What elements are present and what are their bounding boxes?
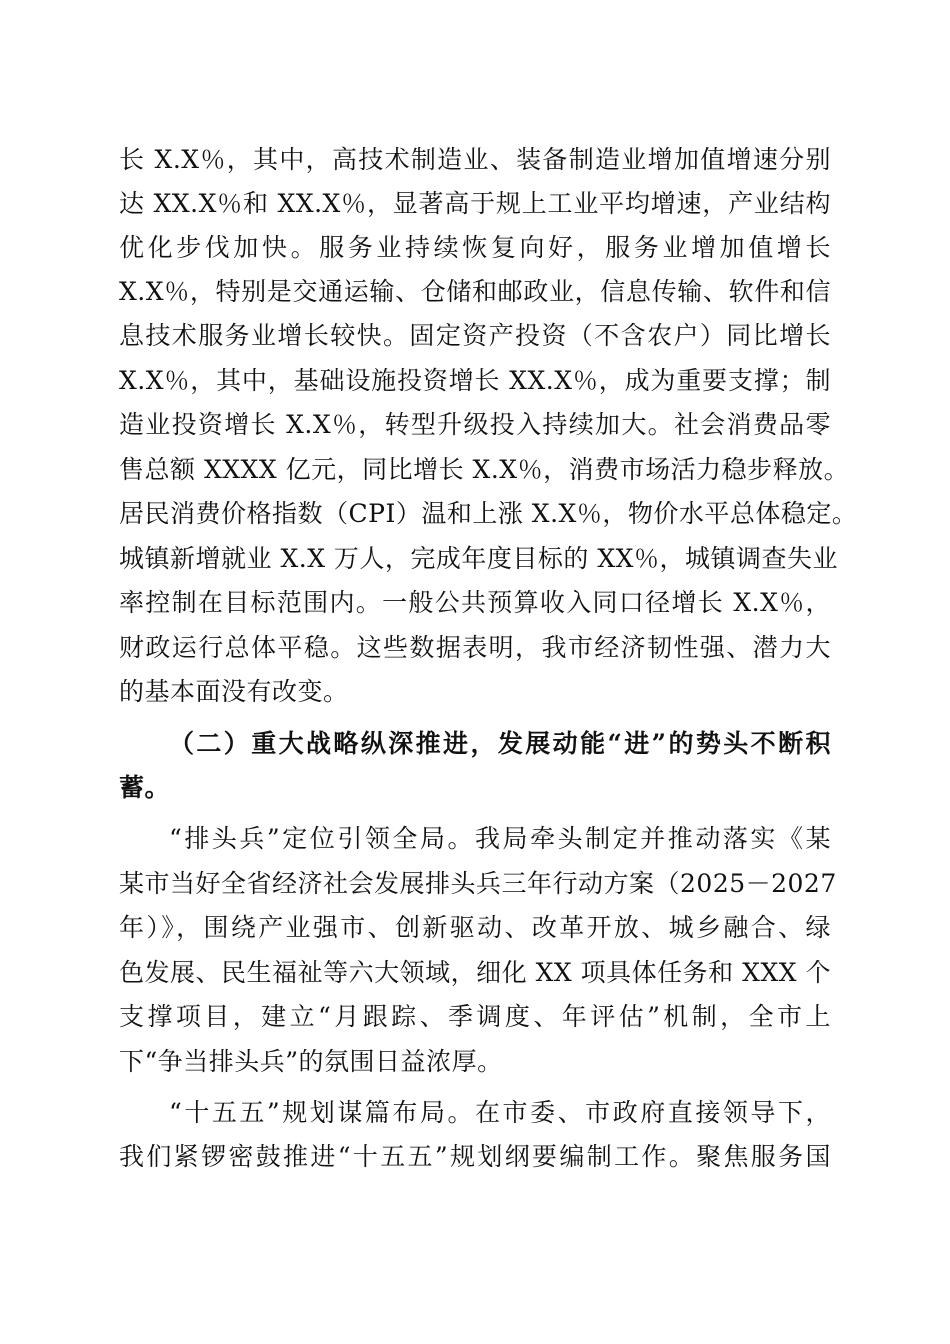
- text-line: 造业投资增长 X.X％，转型升级投入持续加大。社会消费品零: [119, 410, 831, 439]
- text-line: 财政运行总体平稳。这些数据表明，我市经济韧性强、潜力大: [119, 633, 831, 662]
- text-line: 城镇新增就业 X.X 万人，完成年度目标的 XX％，城镇调查失业: [119, 544, 838, 573]
- section-heading: 蓄。: [119, 773, 171, 802]
- text-line: 我们紧锣密鼓推进“十五五”规划纲要编制工作。聚焦服务国: [119, 1142, 831, 1171]
- text-line: 率控制在目标范围内。一般公共预算收入同口径增长 X.X％，: [119, 588, 831, 617]
- text-line: 支撑项目，建立“月跟踪、季调度、年评估”机制，全市上: [119, 1002, 831, 1031]
- text-line: X.X％，其中，基础设施投资增长 XX.X％，成为重要支撑；制: [119, 366, 831, 395]
- section-heading: （二）重大战略纵深推进，发展动能“进”的势头不断积: [169, 729, 831, 758]
- text-line: 长 X.X％，其中，高技术制造业、装备制造业增加值增速分别: [119, 145, 831, 174]
- text-line: 的基本面没有改变。: [119, 677, 349, 706]
- text-line: 某市当好全省经济社会发展排头兵三年行动方案（2025－2027: [119, 869, 837, 898]
- text-line: 息技术服务业增长较快。固定资产投资（不含农户）同比增长: [119, 321, 831, 350]
- text-line: “十五五”规划谋篇布局。在市委、市政府直接领导下，: [169, 1098, 831, 1127]
- text-line: 达 XX.X％和 XX.X％，显著高于规上工业平均增速，产业结构: [119, 189, 831, 218]
- text-line: 色发展、民生福祉等六大领域，细化 XX 项具体任务和 XXX 个: [119, 958, 831, 987]
- text-line: 居民消费价格指数（CPI）温和上涨 X.X％，物价水平总体稳定。: [119, 499, 858, 528]
- text-line: 下“争当排头兵”的氛围日益浓厚。: [119, 1047, 503, 1076]
- text-line: X.X％，特别是交通运输、仓储和邮政业，信息传输、软件和信: [119, 277, 831, 306]
- text-line: “排头兵”定位引领全局。我局牵头制定并推动落实《某: [169, 824, 831, 853]
- text-line: 优化步伐加快。服务业持续恢复向好，服务业增加值增长: [119, 233, 831, 262]
- text-line: 售总额 XXXX 亿元，同比增长 X.X％，消费市场活力稳步释放。: [119, 455, 850, 484]
- text-line: 年）》，围绕产业强市、创新驱动、改革开放、城乡融合、绿: [119, 913, 831, 942]
